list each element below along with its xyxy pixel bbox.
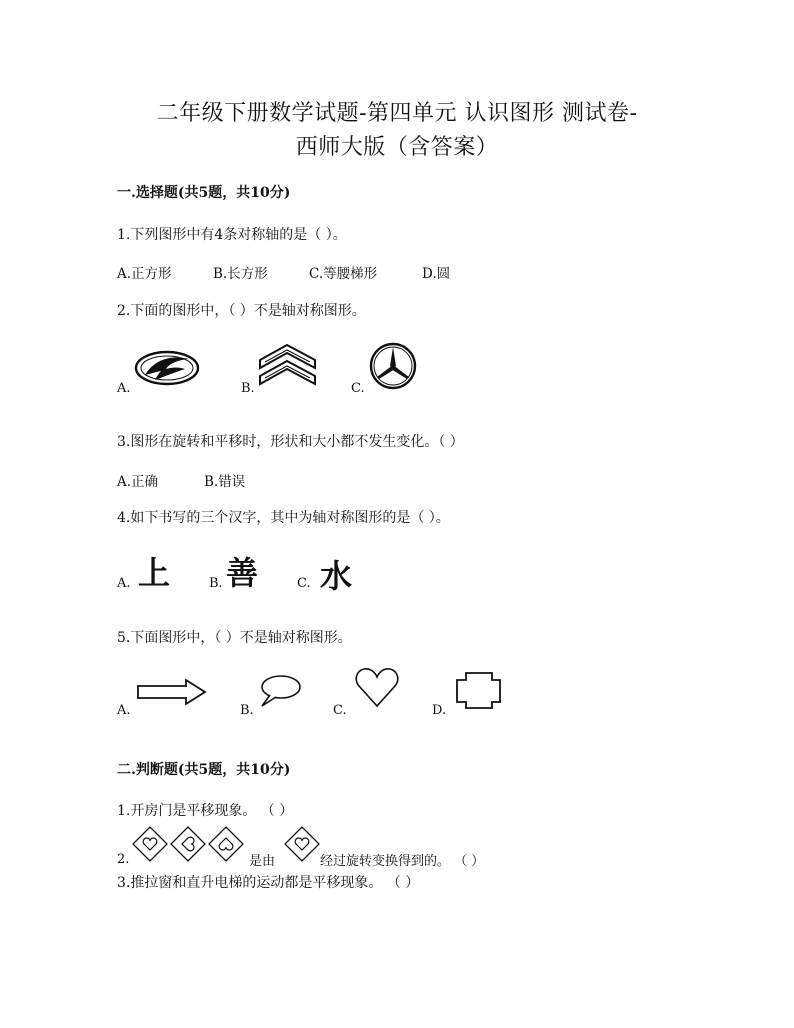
q2-label-c: C.	[351, 381, 365, 396]
q5-stem: 5.下面图形中，（ ）不是轴对称图形。	[117, 630, 352, 646]
judge-q1: 1.开房门是平移现象。 （ ）	[117, 803, 294, 819]
q2-stem: 2.下面的图形中，（ ）不是轴对称图形。	[117, 303, 366, 319]
diamond-heart-original-icon	[284, 826, 320, 864]
q3-stem: 3.图形在旋转和平移时，形状和大小都不发生变化。（ ）	[117, 434, 464, 450]
q5-heart-icon	[354, 666, 400, 710]
judge-q3: 3.推拉窗和直升电梯的运动都是平移现象。 （ ）	[117, 875, 420, 891]
q1-stem: 1.下列图形中有4条对称轴的是（ ）。	[117, 227, 347, 243]
section2-heading: 二.判断题(共5题，共10分)	[117, 762, 291, 778]
doc-title-line1: 二年级下册数学试题-第四单元 认识图形 测试卷-	[156, 101, 638, 126]
q4-char-b: 善	[226, 554, 259, 592]
q4-char-c: 水	[320, 557, 353, 595]
q5-label-c: C.	[333, 703, 347, 718]
q2-label-a: A.	[117, 381, 131, 396]
q3-option-a: A.正确	[117, 474, 159, 490]
judge-q2-number: 2.	[117, 852, 130, 867]
q4-label-c: C.	[297, 576, 311, 591]
q4-char-a: 上	[138, 554, 171, 592]
q5-label-b: B.	[240, 703, 254, 718]
q2-star-logo-c-icon	[368, 342, 418, 392]
q2-chevron-logo-b-icon	[257, 342, 319, 392]
q5-cross-shape-icon	[454, 670, 504, 710]
q4-label-b: B.	[209, 576, 223, 591]
doc-title-line2: 西师大版（含答案）	[295, 135, 499, 160]
q2-label-b: B.	[241, 381, 255, 396]
diamond-heart-sequence-icon	[132, 826, 248, 864]
q1-option-a: A.正方形	[117, 266, 172, 282]
q4-label-a: A.	[117, 576, 131, 591]
q5-label-d: D.	[432, 703, 447, 718]
q5-speech-bubble-icon	[258, 674, 302, 710]
section1-heading: 一.选择题(共5题，共10分)	[117, 185, 291, 201]
q2-logo-a-icon	[133, 347, 203, 387]
judge-q2-mid-text: 是由	[249, 854, 276, 869]
q5-label-a: A.	[117, 703, 131, 718]
judge-q2-tail-text: 经过旋转变换得到的。 （ ）	[320, 854, 485, 869]
q5-arrow-icon	[136, 678, 208, 708]
q3-option-b: B.错误	[204, 474, 246, 490]
q1-option-d: D.圆	[422, 266, 451, 282]
q1-option-b: B.长方形	[213, 266, 268, 282]
q1-option-c: C.等腰梯形	[309, 266, 378, 282]
q4-stem: 4.如下书写的三个汉字，其中为轴对称图形的是（ ）。	[117, 510, 450, 526]
